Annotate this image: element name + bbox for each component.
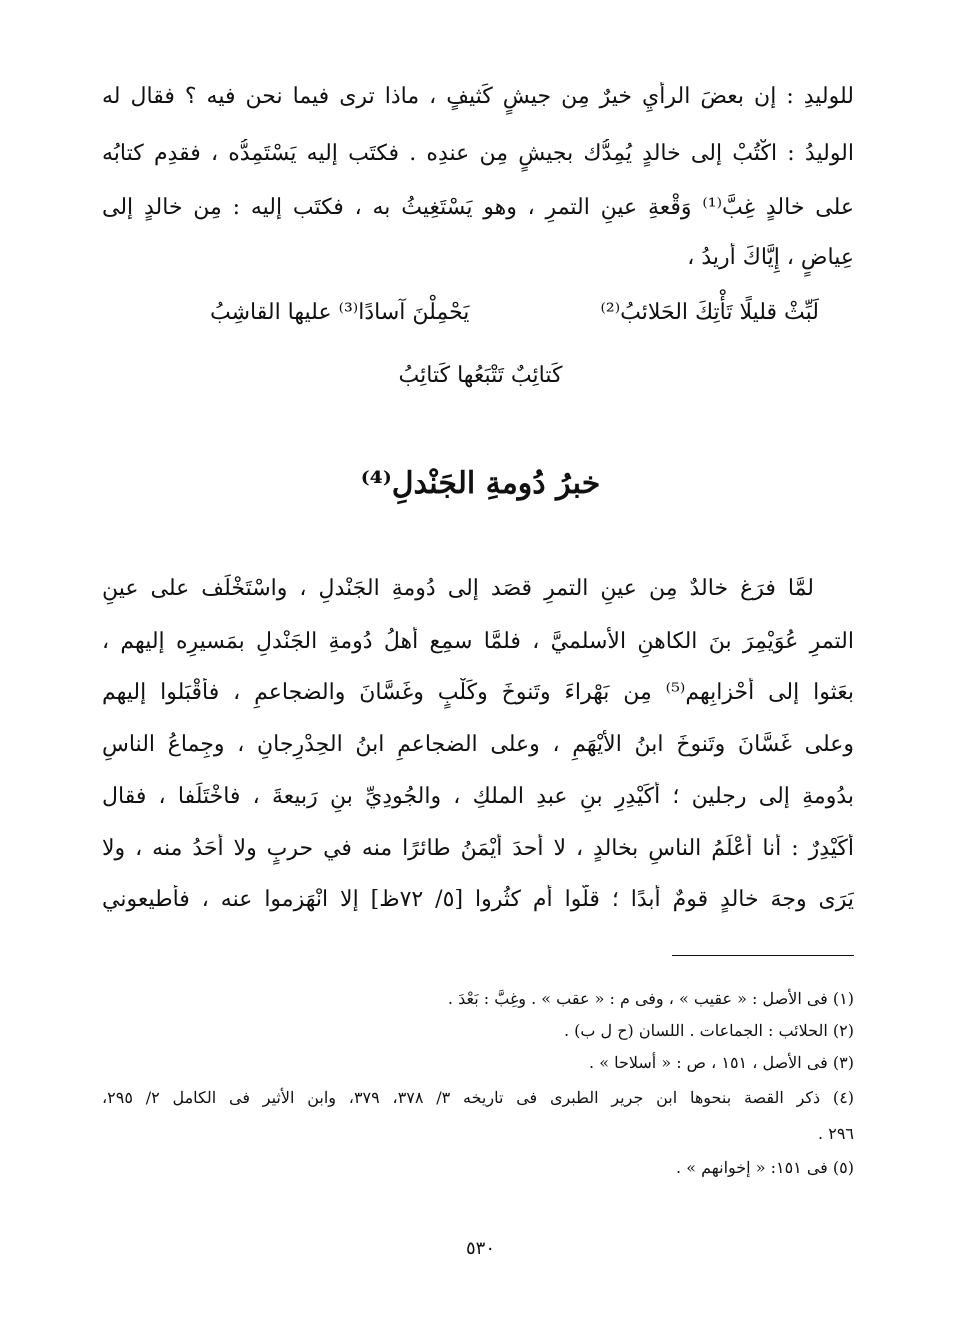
text-line: التمرِ عُوَيْمِرَ بنَ الكاهنِ الأسلميَّ ، فلمَّا سمِع أهلُ دُومةِ الجَنْدلِ بمَسيرِه إليهم ، bbox=[102, 629, 854, 654]
verse-hemistich-1: لَبِّثْ قليلًا تَأْتِكَ الحَلائبُ⁽²⁾ bbox=[600, 300, 819, 325]
verse-hemistich-2: يَحْمِلْنَ آسادًا⁽³⁾ عليها القاشِبُ bbox=[210, 300, 470, 325]
footnote: (٢) الحلائب : الجماعات . اللسان (ح ل ب) . bbox=[563, 1021, 854, 1040]
text-line: بدُومةِ إلى رجلين ؛ أُكَيْدِرِ بنِ عبدِ الملكِ ، والجُودِيِّ بنِ رَبيعةَ ، فاخْتَلَفا ، فقال bbox=[102, 784, 854, 809]
text-line: يَرَى وجهَ خالدٍ قومٌ أبدًا ؛ قلُّوا أم كثُروا [٥/ ٧٢ظ] إلا انْهَزموا عنه ، فأَطيعوني bbox=[102, 887, 854, 912]
text-line: على خالدٍ غِبَّ⁽¹⁾ وَقْعةِ عينِ التمرِ ، وهو يَسْتَغِيثُ به ، فكتَب إليه : مِن خالدٍ إلى bbox=[102, 195, 854, 220]
footnote: (٣) فى الأصل ، ١٥١ ، ص : « أسلاحا » . bbox=[589, 1053, 854, 1072]
text-line: وعلى غَسَّانَ وتَنوخَ ابنُ الأَيْهَمِ ، وعلى الضجاعمِ ابنُ الحِدْرِجانِ ، وجِماعُ الناسِ bbox=[102, 732, 854, 757]
footnote: (٥) فى ١٥١: « إخوانهم » . bbox=[676, 1158, 854, 1177]
footnote-continuation: ٢٩٦ . bbox=[818, 1124, 854, 1143]
text-line: عِياضٍ ، إِيَّاكَ أُريدُ ، bbox=[687, 245, 854, 270]
text-line: لمَّا فرَغ خالدٌ مِن عينِ التمرِ قصَد إلى دُومةِ الجَنْدلِ ، واسْتَخْلَف على عينِ bbox=[102, 576, 814, 601]
verse-line-2: كَتائِبٌ تَتْبَعُها كَتائِبُ bbox=[398, 363, 563, 388]
section-heading: خبرُ دُومةِ الجَنْدلِ⁽⁴⁾ bbox=[360, 466, 601, 501]
page-number: ٥٣٠ bbox=[465, 1238, 495, 1259]
footnote-separator bbox=[672, 955, 854, 956]
footnote: (١) فى الأصل : « عقيب » ، وفى م : « عقب » . وغِبَّ : بَعْدَ . bbox=[447, 989, 854, 1008]
text-line: للوليدِ : إن بعضَ الرأْيِ خيرٌ مِن جيشٍ كَثيفٍ ، ماذا ترى فيما نحن فيه ؟ فقال له bbox=[102, 84, 854, 109]
text-line: الوليدُ : اكْتُبْ إلى خالدٍ يُمِدُّك بجيشٍ مِن عندِه . فكتَب إليه يَسْتَمِدُّه ، فقدِم كتابُه bbox=[102, 141, 854, 166]
footnote: (٤) ذكر القصة بنحوها ابن جرير الطبرى فى تاريخه ٣/ ٣٧٨، ٣٧٩، وابن الأثير فى الكامل ٢/ ٢٩٥، bbox=[102, 1088, 854, 1107]
text-line: بعَثوا إلى أحْزابِهم⁽⁵⁾ مِن بَهْراءَ وتَنوخَ وكَلْبٍ وغَسَّانَ والضجاعمِ ، فأَقْبَلوا إليهم bbox=[102, 680, 854, 705]
text-line: أُكَيْدِرٌ : أنا أَعْلَمُ الناسِ بخالدٍ ، لا أحدَ أَيْمَنُ طائرًا منه في حربٍ ولا أَحَدُ منه ، ولا bbox=[102, 836, 854, 861]
